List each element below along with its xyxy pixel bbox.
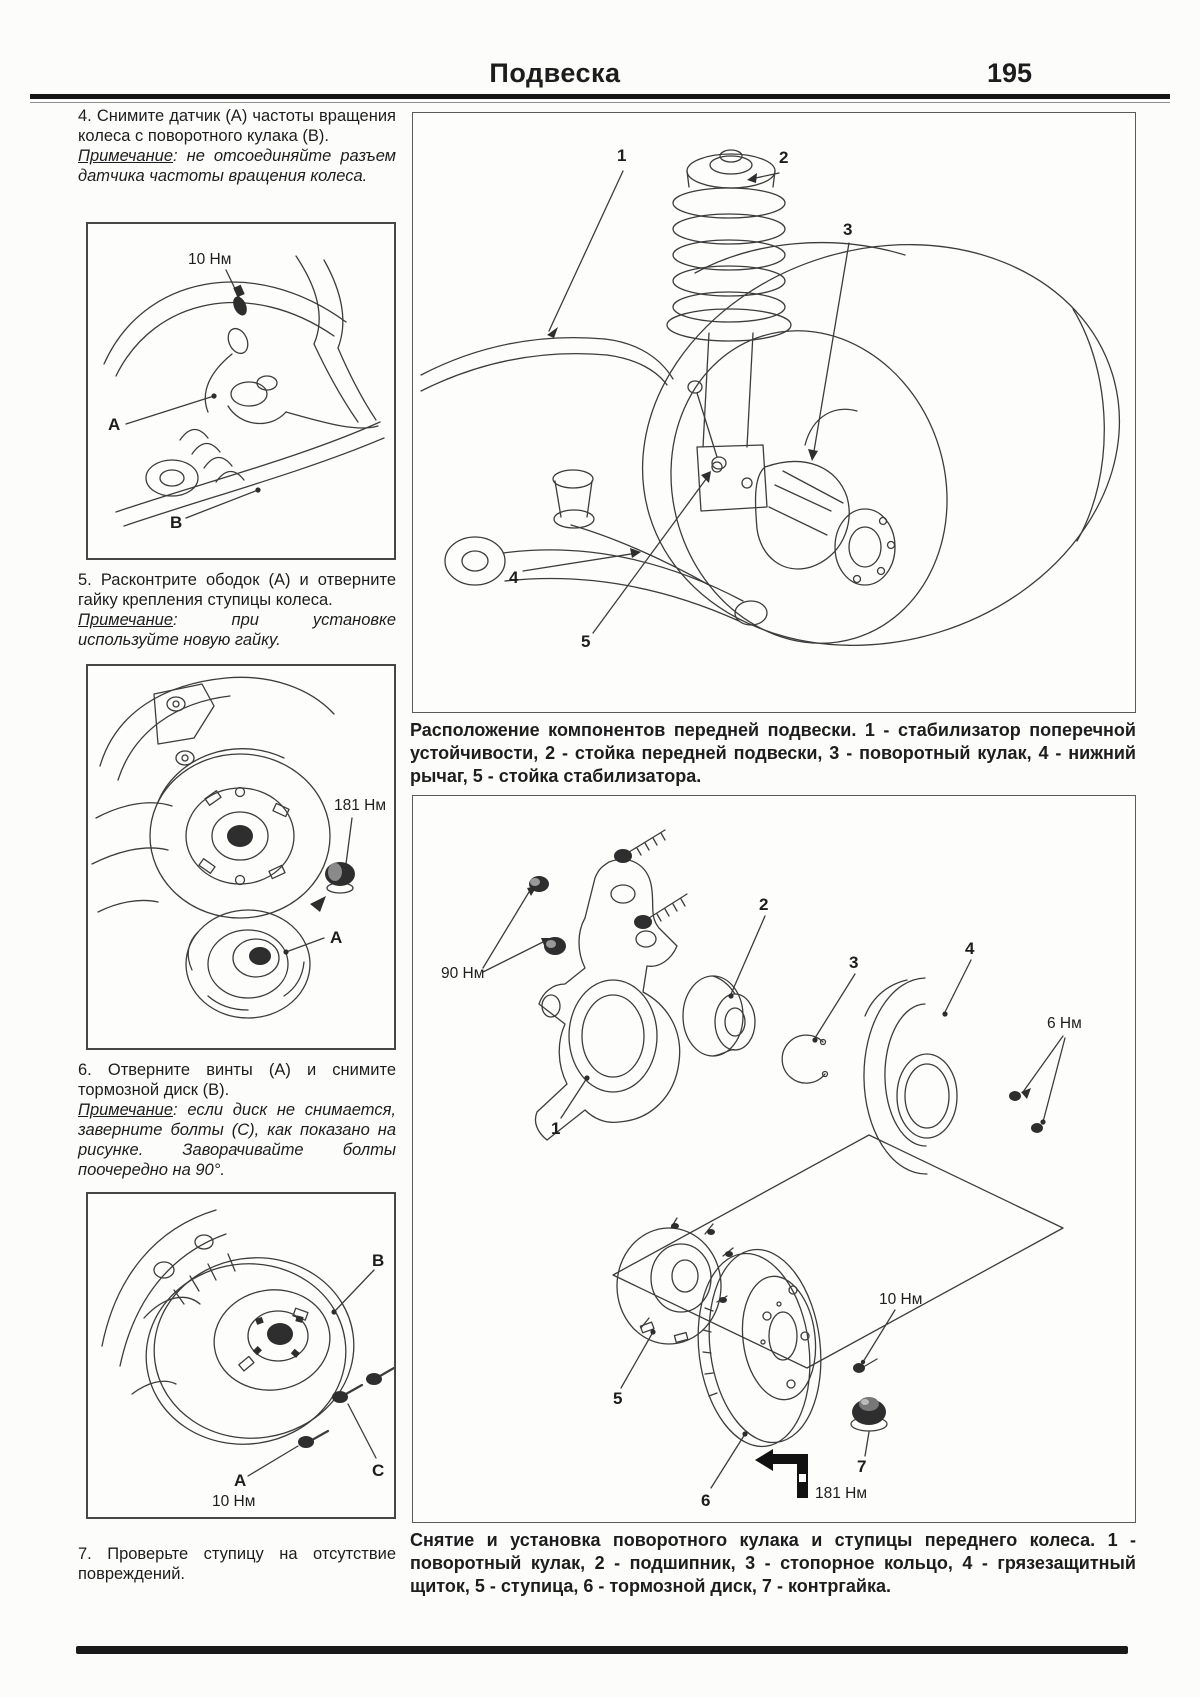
- label-b: В: [170, 513, 183, 532]
- step-7: [78, 1544, 396, 1584]
- sensor-illustration: [88, 224, 394, 558]
- label-a: А: [108, 415, 121, 434]
- torque-label-10nm: 10 Нм: [188, 251, 232, 268]
- note-label: Примечание: [78, 1101, 174, 1119]
- step-5: [78, 570, 396, 650]
- knuckle-hub-exploded-illustration: [413, 796, 1133, 1522]
- callout-3: 3: [843, 220, 853, 239]
- callout-1: 1: [617, 146, 627, 165]
- callout-2: 2: [759, 895, 769, 914]
- callout-7: 7: [857, 1457, 867, 1476]
- note-text: : при установке используйте новую гайку.: [78, 611, 396, 649]
- torque-label-181nm: 181 Нм: [815, 1485, 868, 1502]
- torque-label-90nm: 90 Нм: [441, 965, 485, 982]
- note-label: Примечание: [78, 611, 174, 629]
- caption-knuckle: Снятие и установка поворотного кулака и ступицы переднего колеса. 1 - поворотный кулак, 2 - подшипник, 3 - стопорное кольцо, 4 - грязезащитный щиток, 5 - ступица, 6 - тормозной диск, 7 - контргайка.: [410, 1530, 1136, 1596]
- brake-disc-illustration: [88, 1194, 394, 1517]
- callout-4: 4: [965, 939, 975, 958]
- callout-2: 2: [779, 148, 789, 167]
- callout-6: 6: [701, 1491, 711, 1510]
- step-4-note: [78, 146, 396, 186]
- torque-wrench-icon: [755, 1449, 808, 1498]
- page-title: Подвеска: [489, 58, 621, 88]
- torque-label-6nm: 6 Нм: [1047, 1015, 1082, 1032]
- note-label: Примечание: [78, 147, 174, 165]
- note-text: : не отсоединяйте разъем датчика частоты вращения колеса.: [78, 147, 396, 185]
- page-number: 195: [986, 58, 1032, 88]
- hub-nut-illustration: [88, 666, 394, 1048]
- step-6-note: [78, 1100, 396, 1180]
- torque-label-10nm: 10 Нм: [879, 1291, 923, 1308]
- suspension-assembly-illustration: [413, 113, 1133, 710]
- callout-5: 5: [581, 632, 591, 651]
- torque-label-10nm: 10 Нм: [212, 1493, 256, 1510]
- callout-5: 5: [613, 1389, 623, 1408]
- diagram-knuckle-box: [412, 795, 1136, 1523]
- figure-hub-nut-box: [86, 664, 396, 1050]
- callout-4: 4: [509, 568, 519, 587]
- figure-disc-box: [86, 1192, 396, 1519]
- step-6-text: 6. Отверните винты (А) и снимите тормозной диск (В).: [78, 1061, 396, 1099]
- figure-sensor-box: [86, 222, 396, 560]
- torque-label-181nm: 181 Нм: [334, 797, 387, 814]
- callout-3: 3: [849, 953, 859, 972]
- header-rule: [30, 94, 1170, 99]
- note-text: : если диск не снимается, заверните болты (С), как показано на рисунке. Заворачивайте болты поочередно на 90°.: [78, 1101, 396, 1179]
- label-a: А: [234, 1471, 247, 1490]
- step-4: [78, 106, 396, 186]
- bottom-rule: [76, 1646, 1128, 1654]
- label-c: С: [372, 1461, 385, 1480]
- caption-suspension: Расположение компонентов передней подвески. 1 - стабилизатор поперечной устойчивости, 2 - стойка передней подвески, 3 - поворотный кулак, 4 - нижний рычаг, 5 - стойка стабилизатора.: [410, 720, 1136, 786]
- step-4-text: 4. Снимите датчик (А) частоты вращения колеса с поворотного кулака (В).: [78, 107, 396, 145]
- label-a: А: [330, 928, 343, 947]
- diagram-suspension-box: [412, 112, 1136, 713]
- step-5-text: 5. Расконтрите ободок (А) и отверните гайку крепления ступицы колеса.: [78, 571, 396, 609]
- step-5-note: [78, 610, 396, 650]
- header-rule-echo: [30, 102, 1170, 103]
- step-7-text: 7. Проверьте ступицу на отсутствие повреждений.: [78, 1545, 396, 1583]
- step-6: [78, 1060, 396, 1180]
- callout-1: 1: [551, 1119, 561, 1138]
- label-b: В: [372, 1251, 385, 1270]
